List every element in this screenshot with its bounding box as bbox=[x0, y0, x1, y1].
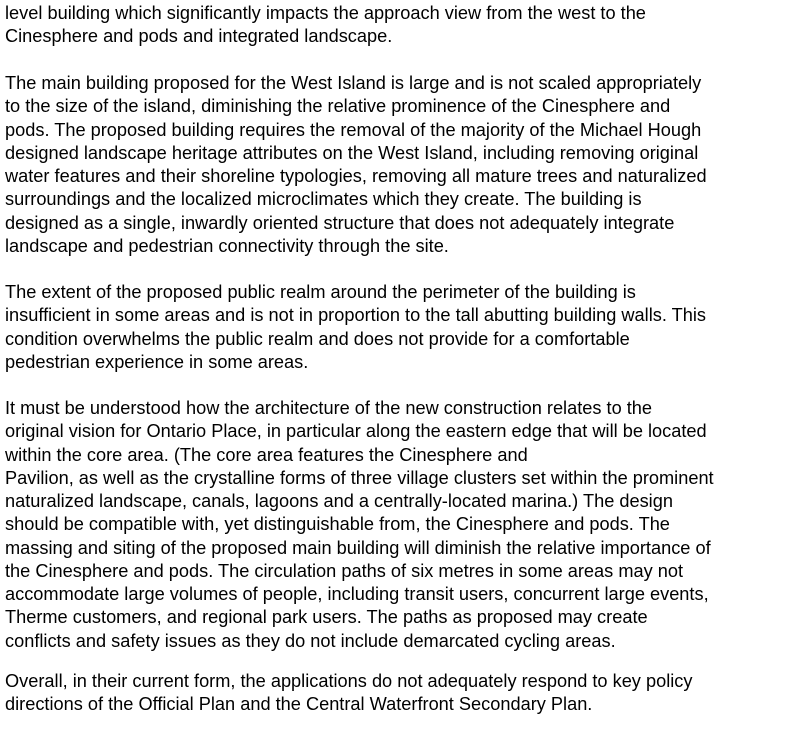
text-line: original vision for Ontario Place, in particular along the eastern edge that will be located bbox=[5, 421, 707, 442]
text-line: designed as a single, inwardly oriented structure that does not adequately integrate bbox=[5, 212, 675, 233]
text-line: massing and siting of the proposed main building will diminish the relative importance of bbox=[5, 537, 711, 558]
text-line: Therme customers, and regional park users. The paths as proposed may create bbox=[5, 607, 648, 628]
text-line: pods. The proposed building requires the removal of the majority of the Michael Hough bbox=[5, 119, 702, 140]
paragraph-public-realm bbox=[5, 281, 706, 374]
paragraph-overall bbox=[5, 670, 692, 717]
text-line: Overall, in their current form, the applications do not adequately respond to key policy bbox=[5, 671, 693, 691]
text-line: to the size of the island, diminishing the relative prominence of the Cinesphere and bbox=[5, 96, 671, 117]
text-line: landscape and pedestrian connectivity through the site. bbox=[5, 235, 449, 256]
text-line: designed landscape heritage attributes on the West Island, including removing original bbox=[5, 142, 699, 163]
text-line: level building which significantly impacts the approach view from the west to the bbox=[5, 3, 646, 23]
text-line: It must be understood how the architecture of the new construction relates to the bbox=[5, 398, 653, 418]
text-line: within the core area. (The core area features the Cinesphere and bbox=[5, 444, 528, 465]
text-line: accommodate large volumes of people, including transit users, concurrent large events, bbox=[5, 584, 709, 604]
text-line: water features and their shoreline typologies, removing all mature trees and naturalized bbox=[5, 166, 707, 186]
text-line: condition overwhelms the public realm and does not provide for a comfortable bbox=[5, 328, 630, 349]
text-line: surroundings and the localized microclimates which they create. The building is bbox=[5, 189, 642, 210]
text-line: conflicts and safety issues as they do not include demarcated cycling areas. bbox=[5, 630, 616, 651]
text-line: pedestrian experience in some areas. bbox=[5, 351, 309, 372]
text-line: insufficient in some areas and is not in proportion to the tall abutting building walls. This bbox=[5, 305, 706, 326]
text-line: directions of the Official Plan and the Central Waterfront Secondary Plan. bbox=[5, 694, 593, 715]
text-line: Cinesphere and pods and integrated landscape. bbox=[5, 26, 393, 47]
text-line: The extent of the proposed public realm around the perimeter of the building is bbox=[5, 282, 636, 302]
paragraph-approach-view bbox=[5, 2, 646, 49]
text-line: The main building proposed for the West Island is large and is not scaled appropriately bbox=[5, 73, 702, 93]
paragraph-main-building bbox=[5, 72, 707, 258]
text-line: Pavilion, as well as the crystalline forms of three village clusters set within the prominent bbox=[5, 467, 714, 488]
paragraph-architecture bbox=[5, 397, 714, 653]
text-line: should be compatible with, yet distinguishable from, the Cinesphere and pods. The bbox=[5, 514, 670, 535]
text-line: the Cinesphere and pods. The circulation paths of six metres in some areas may not bbox=[5, 560, 684, 581]
text-line: naturalized landscape, canals, lagoons and a centrally-located marina.) The design bbox=[5, 491, 673, 511]
